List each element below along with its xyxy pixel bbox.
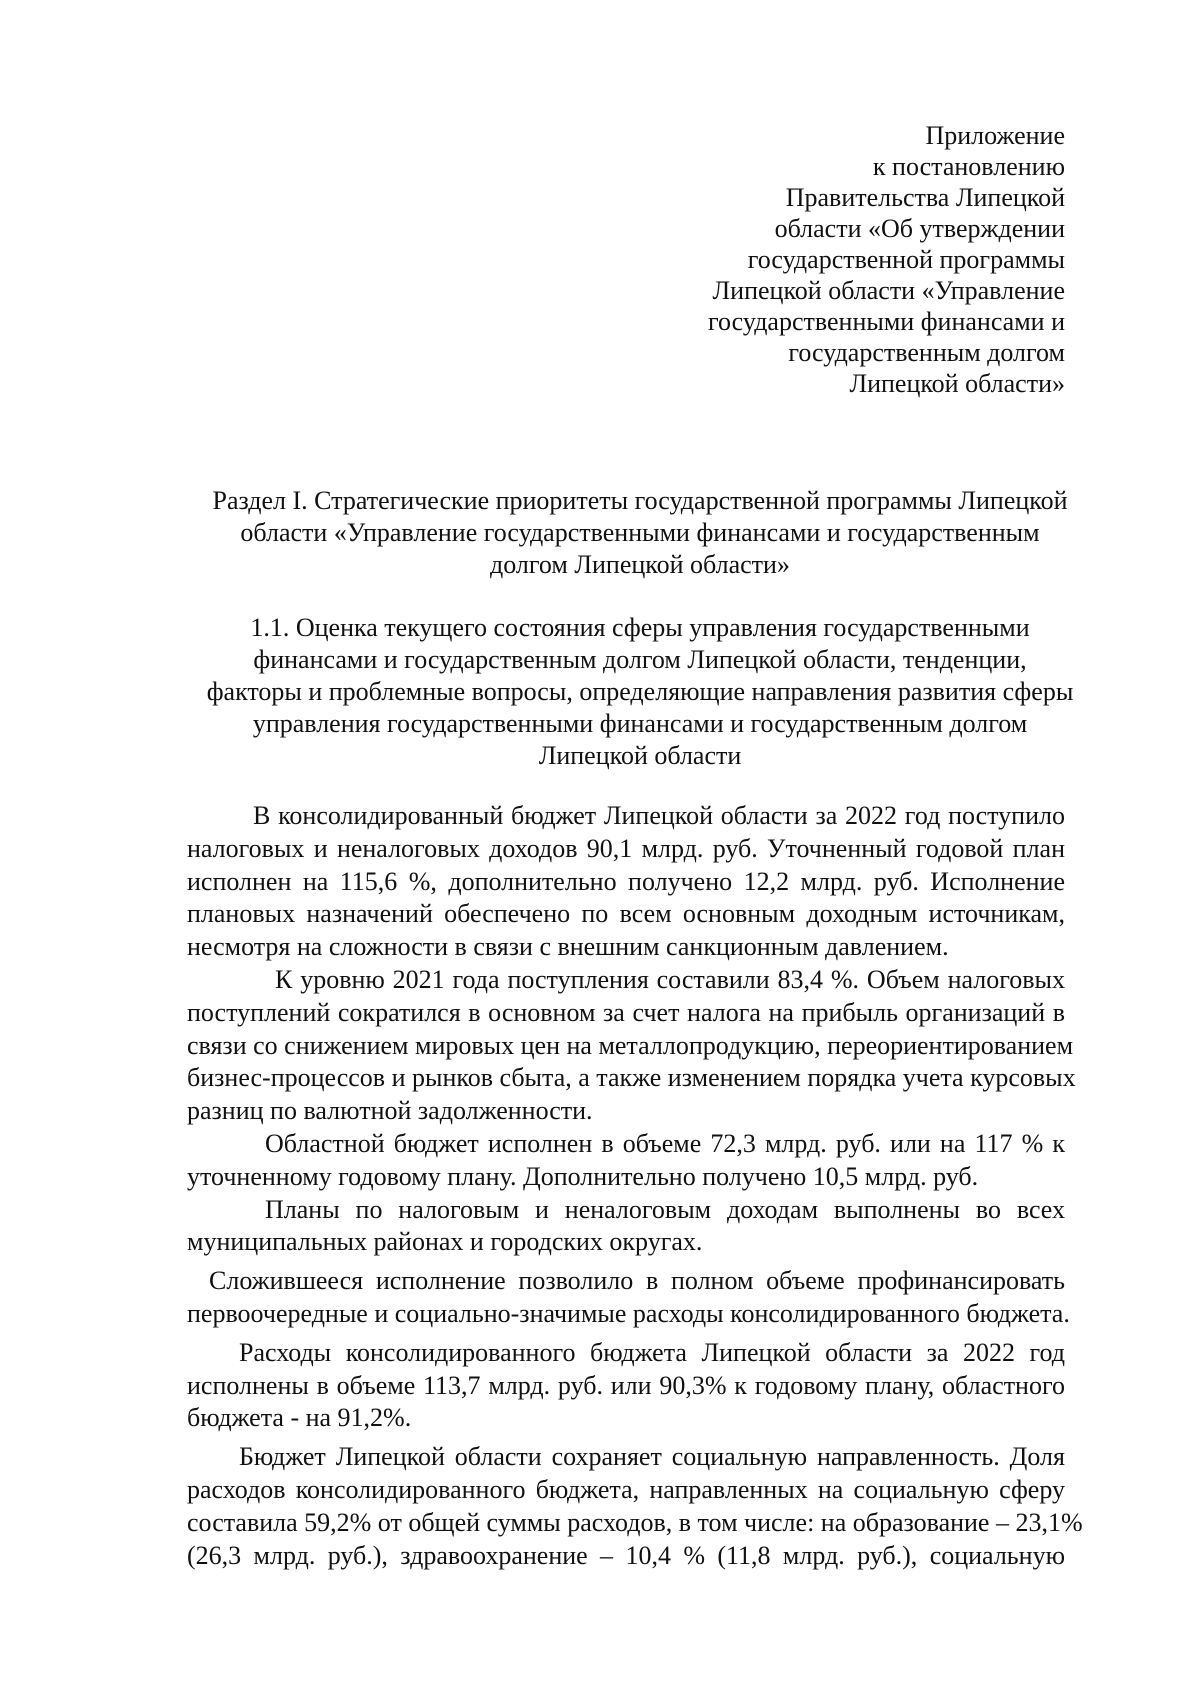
paragraph-line: К уровню 2021 года поступления составили 83,4 %. Объем налоговых <box>275 964 1065 994</box>
subsection-title-line: Липецкой области <box>538 741 742 770</box>
paragraph-line: несмотря на сложности в связи с внешним санкционным давлением. <box>187 932 949 962</box>
paragraph-line: разниц по валютной задолженности. <box>187 1096 593 1126</box>
paragraph-line: муниципальных районах и городских округах. <box>187 1227 703 1257</box>
appendix-line: области «Об утверждении <box>774 214 1065 243</box>
paragraph-line: бизнес-процессов и рынков сбыта, а также изменением порядка учета курсовых <box>187 1063 1076 1093</box>
section-title <box>160 485 1120 581</box>
paragraph-line: Расходы консолидированного бюджета Липецкой области за 2022 год <box>239 1337 1065 1367</box>
subsection-title-line: управления государственными финансами и государственным долгом <box>252 709 1028 738</box>
paragraph-line: исполнен на 115,6 %, дополнительно получено 12,2 млрд. руб. Исполнение <box>187 866 1065 896</box>
paragraph-line: В консолидированный бюджет Липецкой области за 2022 год поступило <box>253 801 1065 830</box>
paragraph-line: первоочередные и социально-значимые расходы консолидированного бюджета. <box>187 1298 1070 1328</box>
paragraph-line: Сложившееся исполнение позволило в полном объеме профинансировать <box>209 1266 1065 1296</box>
appendix-line: Правительства Липецкой <box>785 183 1065 212</box>
paragraph-line: Планы по налоговым и неналоговым доходам выполнены во всех <box>265 1194 1065 1224</box>
section-title-line: Раздел I. Стратегические приоритеты государственной программы Липецкой <box>212 486 1068 515</box>
paragraph-revenue <box>187 800 1065 964</box>
paragraph-regional-budget <box>187 1128 1065 1194</box>
section-title-line: области «Управление государственными финансами и государственным <box>240 518 1040 547</box>
paragraph-line: связи со снижением мировых цен на металлопродукцию, переориентированием <box>187 1030 1074 1060</box>
paragraph-line: уточненному годовому плану. Дополнительно получено 10,5 млрд. руб. <box>187 1161 979 1191</box>
paragraph-line: расходов консолидированного бюджета, направленных на социальную сферу <box>187 1474 1065 1504</box>
subsection-title <box>160 612 1120 772</box>
paragraph-financing <box>187 1265 1070 1331</box>
paragraph-2021-level <box>187 964 1076 1128</box>
paragraph-municipal-plans <box>187 1194 1065 1260</box>
paragraph-expenses <box>187 1337 1065 1435</box>
paragraph-line: Бюджет Липецкой области сохраняет социальную направленность. Доля <box>239 1442 1065 1472</box>
subsection-title-line: финансами и государственным долгом Липецкой области, тенденции, <box>253 645 1027 674</box>
section-title-line: долгом Липецкой области» <box>490 550 790 579</box>
appendix-line: к постановлению <box>872 152 1065 181</box>
paragraph-line: налоговых и неналоговых доходов 90,1 млрд. руб. Уточненный годовой план <box>187 833 1065 863</box>
paragraph-line: (26,3 млрд. руб.), здравоохранение – 10,4 % (11,8 млрд. руб.), социальную <box>187 1540 1065 1570</box>
appendix-line: государственной программы <box>747 245 1065 274</box>
appendix-line: Липецкой области» <box>849 369 1065 398</box>
appendix-line: государственными финансами и <box>707 307 1065 336</box>
appendix-line: Липецкой области «Управление <box>712 276 1065 305</box>
paragraph-line: составила 59,2% от общей суммы расходов, в том числе: на образование – 23,1% <box>187 1507 1083 1537</box>
paragraph-line: Областной бюджет исполнен в объеме 72,3 млрд. руб. или на 117 % к <box>265 1128 1065 1158</box>
paragraph-line: бюджета - на 91,2%. <box>187 1403 412 1433</box>
paragraph-social-orientation <box>187 1441 1083 1572</box>
subsection-title-line: факторы и проблемные вопросы, определяющие направления развития сферы <box>206 677 1074 706</box>
paragraph-line: исполнены в объеме 113,7 млрд. руб. или 90,3% к годовому плану, областного <box>187 1370 1065 1400</box>
appendix-line: государственным долгом <box>788 338 1065 367</box>
appendix-line: Приложение <box>925 121 1065 150</box>
body-text <box>187 800 1083 1572</box>
paragraph-line: плановых назначений обеспечено по всем основным доходным источникам, <box>187 899 1065 929</box>
appendix-header <box>708 120 1065 399</box>
paragraph-line: поступлений сократился в основном за счет налога на прибыль организаций в <box>187 997 1065 1027</box>
subsection-title-line: 1.1. Оценка текущего состояния сферы управления государственными <box>250 613 1030 642</box>
